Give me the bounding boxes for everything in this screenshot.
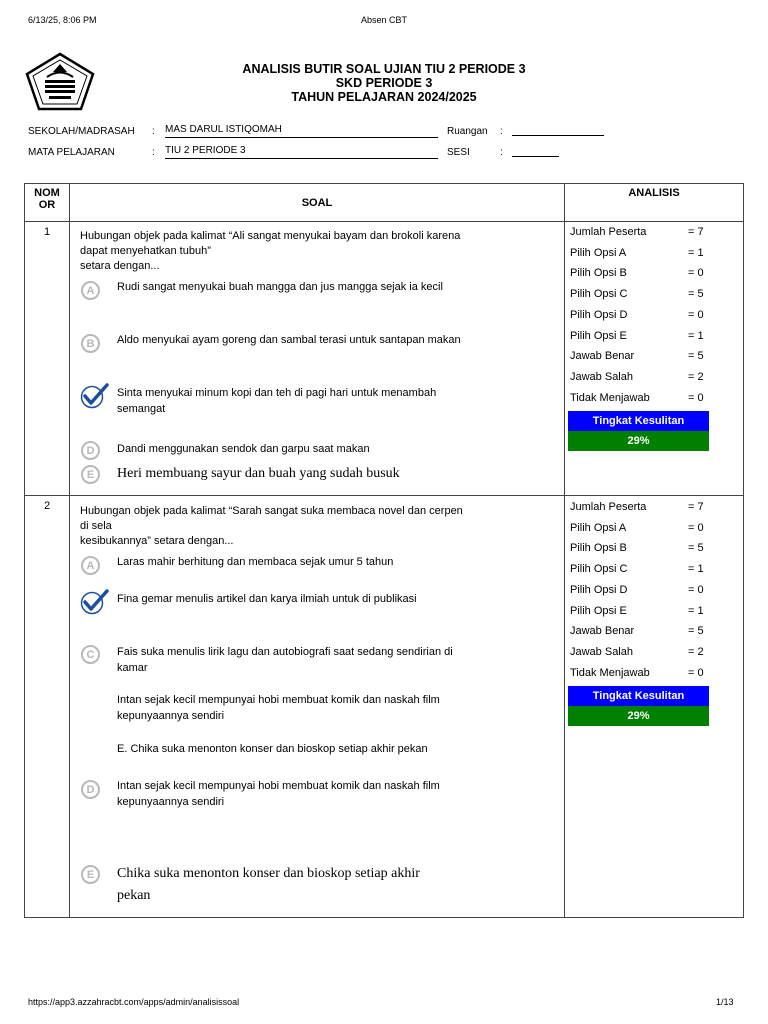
stat-value: = 0 — [688, 267, 704, 280]
option-a — [81, 556, 100, 575]
stat-value: = 1 — [688, 604, 704, 617]
option-d — [81, 441, 100, 460]
stat-label: Tidak Menjawab — [570, 666, 650, 679]
option-b-icon: B — [81, 334, 100, 353]
option-d-text: Intan sejak kecil mempunyai hobi membuat komik dan naskah film kepunyaannya sendiri — [117, 780, 440, 808]
option-b-text: Fina gemar menulis artikel dan karya ilmiah untuk di publikasi — [117, 593, 417, 605]
extra-text: E. Chika suka menonton konser dan bioskop setiap akhir pekan — [117, 743, 428, 755]
session-value-line — [512, 145, 559, 157]
stat-label: Jumlah Peserta — [570, 501, 647, 513]
stat-label: Pilih Opsi A — [570, 521, 627, 534]
option-d-icon: D — [81, 441, 100, 460]
stat-value: = 2 — [688, 645, 704, 658]
option-a-icon: A — [81, 281, 100, 300]
stat-value: = 7 — [688, 226, 704, 238]
stat-value: = 0 — [688, 521, 704, 534]
stat-label: Pilih Opsi A — [570, 246, 627, 259]
option-e-text: Chika suka menonton konser dan bioskop setiap akhir pekan — [117, 866, 420, 903]
option-b-text: Aldo menyukai ayam goreng dan sambal terasi untuk santapan makan — [117, 334, 461, 346]
stat-label: Tidak Menjawab — [570, 391, 650, 404]
stat-label: Jawab Salah — [570, 370, 633, 383]
option-c-text: Sinta menyukai minum kopi dan teh di pagi hari untuk menambah semangat — [117, 387, 437, 415]
option-b — [81, 334, 100, 353]
question-text: Hubungan objek pada kalimat “Sarah sangat suka membaca novel dan cerpen di sela kesibukannya” setara dengan... — [80, 505, 463, 547]
session-sep: : — [500, 147, 503, 158]
stat-label: Jumlah Peserta — [570, 226, 647, 238]
stat-value: = 7 — [688, 501, 704, 513]
stat-value: = 1 — [688, 246, 704, 259]
stat-label: Jawab Salah — [570, 645, 633, 658]
option-e-text: Heri membuang sayur dan buah yang sudah busuk — [117, 466, 400, 481]
stat-value: = 5 — [688, 542, 704, 555]
question-number: 1 — [25, 222, 70, 496]
option-e-icon: E — [81, 865, 100, 884]
option-d-icon: D — [81, 780, 100, 799]
report-title: ANALISIS BUTIR SOAL UJIAN TIU 2 PERIODE 3 — [242, 62, 526, 76]
session-label: SESI — [447, 147, 470, 158]
print-datetime: 6/13/25, 8:06 PM — [28, 15, 97, 25]
stat-value: = 5 — [688, 288, 704, 301]
correct-check-icon — [80, 589, 110, 615]
stat-label: Pilih Opsi C — [570, 563, 628, 576]
print-url: https://app3.azzahracbt.com/apps/admin/analisissoal — [28, 997, 240, 1007]
school-value: MAS DARUL ISTIQOMAH — [165, 124, 438, 138]
extra-text: Intan sejak kecil mempunyai hobi membuat komik dan naskah film kepunyaannya sendiri — [117, 694, 440, 722]
col-analisis-header: ANALISIS — [565, 184, 744, 222]
difficulty-label: Tingkat Kesulitan — [568, 411, 709, 431]
stat-label: Pilih Opsi D — [570, 583, 628, 596]
room-value-line — [512, 124, 604, 136]
option-e-icon: E — [81, 465, 100, 484]
option-c-icon: C — [81, 645, 100, 664]
school-sep: : — [152, 126, 155, 137]
subject-value: TIU 2 PERIODE 3 — [165, 145, 438, 159]
stat-label: Pilih Opsi E — [570, 604, 627, 617]
stat-value: = 0 — [688, 308, 704, 321]
room-sep: : — [500, 126, 503, 137]
stat-label: Pilih Opsi E — [570, 329, 627, 342]
col-number-header: NOM OR — [25, 184, 70, 222]
stat-value: = 5 — [688, 625, 704, 638]
correct-check-icon — [80, 383, 110, 409]
difficulty-label: Tingkat Kesulitan — [568, 686, 709, 706]
subject-label: MATA PELAJARAN — [28, 147, 115, 158]
difficulty-percent: 29% — [568, 706, 709, 726]
room-label: Ruangan — [447, 126, 488, 137]
difficulty-percent: 29% — [568, 431, 709, 451]
subject-sep: : — [152, 147, 155, 158]
option-a-icon: A — [81, 556, 100, 575]
option-e — [81, 465, 100, 484]
stat-value: = 1 — [688, 563, 704, 576]
stat-label: Pilih Opsi D — [570, 308, 628, 321]
stat-value: = 2 — [688, 370, 704, 383]
option-c — [81, 645, 100, 664]
print-page-title: Absen CBT — [360, 15, 408, 25]
question-text: Hubungan objek pada kalimat “Ali sangat menyukai bayam dan brokoli karena dapat menyehatkan tubuh” setara dengan... — [80, 230, 461, 272]
stat-value: = 5 — [688, 350, 704, 363]
stat-value: = 0 — [688, 391, 704, 404]
stat-value: = 0 — [688, 583, 704, 596]
stat-label: Jawab Benar — [570, 350, 635, 363]
option-d — [81, 780, 100, 799]
report-year: TAHUN PELAJARAN 2024/2025 — [291, 90, 477, 104]
option-a-text: Rudi sangat menyukai buah mangga dan jus mangga sejak ia kecil — [117, 281, 443, 293]
print-page-counter: 1/13 — [716, 997, 734, 1007]
col-soal-header: SOAL — [70, 184, 565, 222]
option-a-text: Laras mahir berhitung dan membaca sejak umur 5 tahun — [117, 556, 394, 568]
stat-label: Pilih Opsi C — [570, 288, 628, 301]
option-c-text: Fais suka menulis lirik lagu dan autobiografi saat sedang sendirian di kamar — [117, 646, 453, 674]
question-number: 2 — [25, 496, 70, 918]
stat-value: = 0 — [688, 666, 704, 679]
option-a — [81, 281, 100, 300]
school-label: SEKOLAH/MADRASAH — [28, 126, 135, 137]
report-subtitle: SKD PERIODE 3 — [335, 76, 433, 90]
stat-label: Pilih Opsi B — [570, 542, 627, 555]
stat-label: Jawab Benar — [570, 625, 635, 638]
stat-label: Pilih Opsi B — [570, 267, 627, 280]
option-d-text: Dandi menggunakan sendok dan garpu saat makan — [117, 443, 370, 455]
stat-value: = 1 — [688, 329, 704, 342]
option-e — [81, 865, 100, 884]
